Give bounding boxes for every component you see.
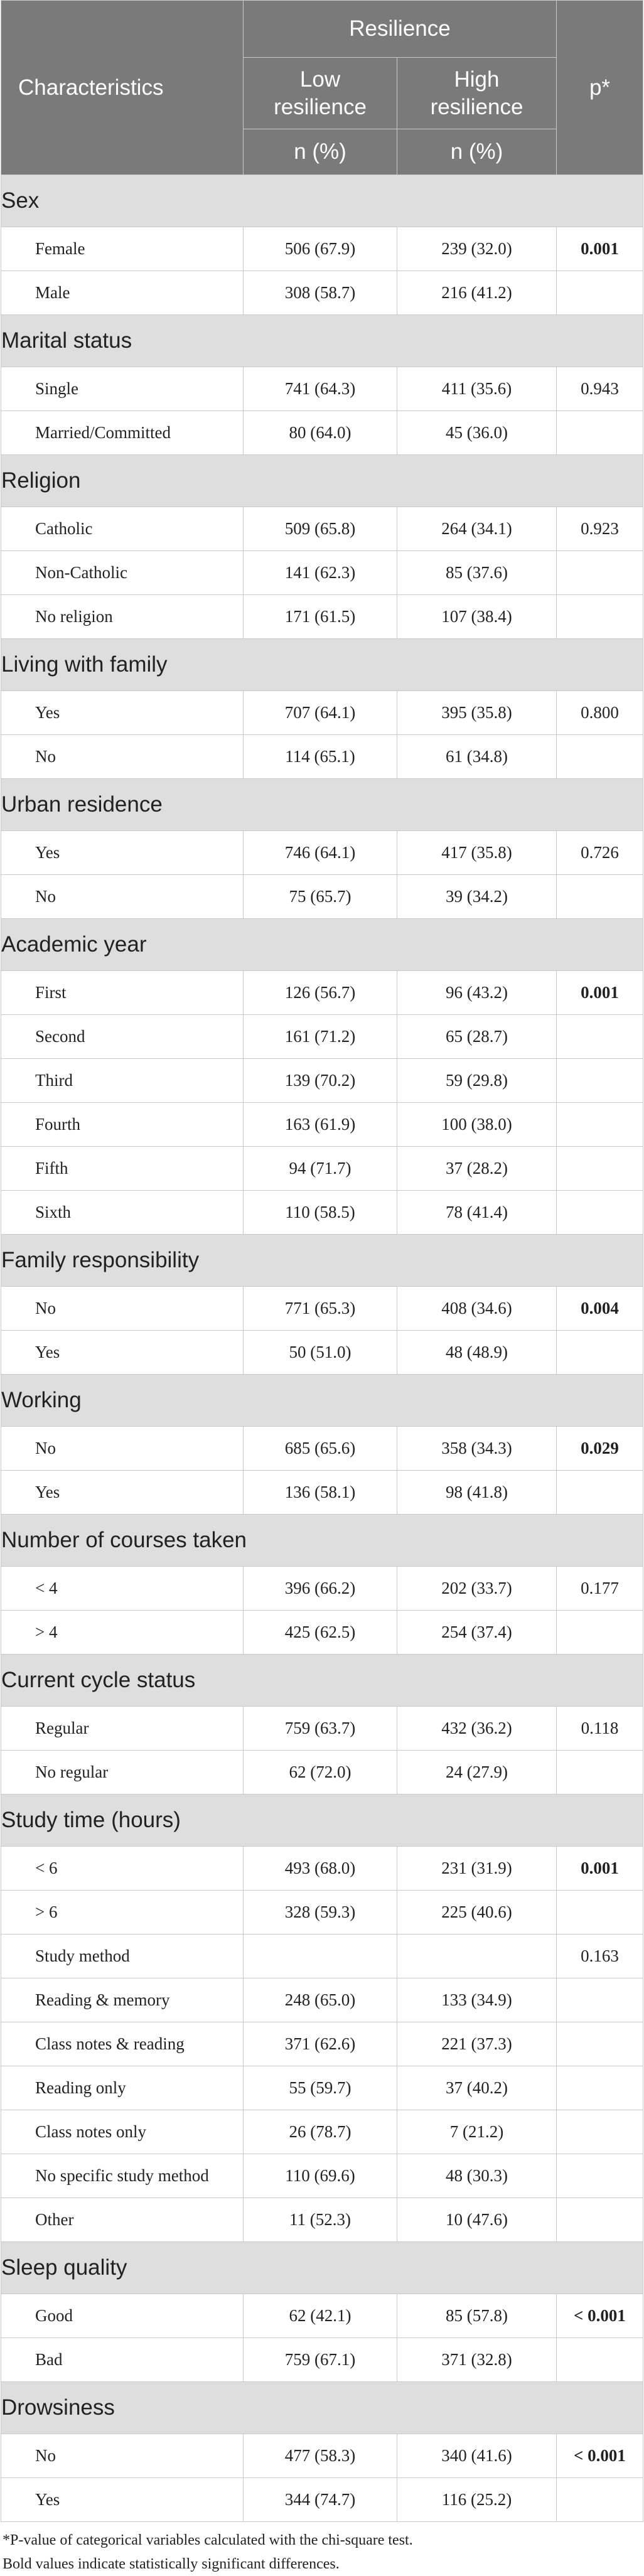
high-resilience-cell: 37 (40.2) [397, 2066, 557, 2110]
table-row [1, 1567, 643, 1611]
high-resilience-header [397, 58, 557, 129]
section-row [1, 1375, 643, 1427]
section-row [1, 1795, 643, 1847]
low-resilience-cell: 506 (67.9) [244, 227, 397, 271]
p-value-cell [557, 411, 643, 455]
p-value-header: p* [557, 1, 643, 175]
table-body [1, 175, 643, 2522]
low-resilience-cell: 55 (59.7) [244, 2066, 397, 2110]
p-value-cell [557, 1103, 643, 1147]
row-label: Fifth [1, 1147, 244, 1191]
high-resilience-cell: 85 (37.6) [397, 551, 557, 595]
low-resilience-cell: 477 (58.3) [244, 2434, 397, 2478]
section-row [1, 455, 643, 507]
row-label: Other [1, 2198, 244, 2242]
p-value-cell [557, 2154, 643, 2198]
table-row [1, 1978, 643, 2022]
high-resilience-cell: 98 (41.8) [397, 1471, 557, 1515]
table-row [1, 1707, 643, 1751]
p-value-cell [557, 1978, 643, 2022]
table-row [1, 2434, 643, 2478]
row-label: Female [1, 227, 244, 271]
low-resilience-cell: 126 (56.7) [244, 971, 397, 1015]
p-value-cell [557, 1611, 643, 1655]
high-resilience-cell: 239 (32.0) [397, 227, 557, 271]
row-label: Yes [1, 2478, 244, 2522]
row-label: Sixth [1, 1191, 244, 1235]
table-row [1, 2478, 643, 2522]
resilience-header: Resilience [244, 1, 557, 58]
high-resilience-cell: 417 (35.8) [397, 831, 557, 875]
high-resilience-cell: 371 (32.8) [397, 2338, 557, 2382]
resilience-table [1, 0, 643, 2522]
p-value-cell [557, 1059, 643, 1103]
p-value-cell [557, 875, 643, 919]
high-resilience-cell [397, 1935, 557, 1978]
high-resilience-cell: 133 (34.9) [397, 1978, 557, 2022]
p-value-cell [557, 271, 643, 315]
low-resilience-cell: 685 (65.6) [244, 1427, 397, 1471]
high-resilience-cell: 408 (34.6) [397, 1287, 557, 1331]
high-resilience-cell: 24 (27.9) [397, 1751, 557, 1795]
high-resilience-cell: 116 (25.2) [397, 2478, 557, 2522]
low-resilience-cell: 425 (62.5) [244, 1611, 397, 1655]
low-unit-header: n (%) [244, 129, 397, 175]
low-resilience-cell: 136 (58.1) [244, 1471, 397, 1515]
p-value-cell [557, 1191, 643, 1235]
table-row [1, 1059, 643, 1103]
high-resilience-cell: 221 (37.3) [397, 2022, 557, 2066]
row-label: Reading only [1, 2066, 244, 2110]
table-row [1, 1427, 643, 1471]
section-row [1, 1655, 643, 1707]
table-row [1, 735, 643, 779]
p-value-cell [557, 1331, 643, 1375]
low-resilience-cell: 371 (62.6) [244, 2022, 397, 2066]
row-label: Yes [1, 691, 244, 735]
low-resilience-line1: Low [299, 67, 341, 92]
high-resilience-cell: 395 (35.8) [397, 691, 557, 735]
table-row [1, 1935, 643, 1978]
p-value-cell: < 0.001 [557, 2294, 643, 2338]
table-row [1, 691, 643, 735]
p-value-cell: 0.004 [557, 1287, 643, 1331]
table-row [1, 1331, 643, 1375]
table-row [1, 367, 643, 411]
p-value-cell: 0.001 [557, 227, 643, 271]
table-row [1, 1847, 643, 1891]
p-value-cell: 0.726 [557, 831, 643, 875]
high-resilience-cell: 264 (34.1) [397, 507, 557, 551]
p-value-cell [557, 2110, 643, 2154]
table-row [1, 1891, 643, 1935]
table-row [1, 271, 643, 315]
row-label: Yes [1, 1471, 244, 1515]
section-title: Sex [1, 175, 643, 227]
low-resilience-cell: 11 (52.3) [244, 2198, 397, 2242]
low-resilience-cell: 62 (72.0) [244, 1751, 397, 1795]
low-resilience-cell: 26 (78.7) [244, 2110, 397, 2154]
high-resilience-cell: 39 (34.2) [397, 875, 557, 919]
table-row [1, 2338, 643, 2382]
table-row [1, 1287, 643, 1331]
p-value-cell [557, 2478, 643, 2522]
section-title: Number of courses taken [1, 1515, 643, 1567]
row-label: Yes [1, 1331, 244, 1375]
row-label: Regular [1, 1707, 244, 1751]
low-resilience-cell: 759 (63.7) [244, 1707, 397, 1751]
row-label: No [1, 1427, 244, 1471]
low-resilience-cell: 62 (42.1) [244, 2294, 397, 2338]
p-value-cell [557, 1471, 643, 1515]
p-value-cell [557, 1147, 643, 1191]
footnotes [0, 2528, 644, 2576]
table-row [1, 1611, 643, 1655]
row-label: Class notes only [1, 2110, 244, 2154]
high-resilience-cell: 202 (33.7) [397, 1567, 557, 1611]
p-value-cell: 0.800 [557, 691, 643, 735]
table-row [1, 1191, 643, 1235]
high-resilience-cell: 45 (36.0) [397, 411, 557, 455]
low-resilience-cell: 110 (58.5) [244, 1191, 397, 1235]
row-label: Non-Catholic [1, 551, 244, 595]
low-resilience-cell: 110 (69.6) [244, 2154, 397, 2198]
p-value-cell [557, 2066, 643, 2110]
section-row [1, 2382, 643, 2434]
p-value-cell [557, 735, 643, 779]
row-label: < 6 [1, 1847, 244, 1891]
table-row [1, 2066, 643, 2110]
low-resilience-cell: 759 (67.1) [244, 2338, 397, 2382]
characteristics-header: Characteristics [1, 1, 244, 175]
footnote-chi-square: *P-value of categorical variables calculated with the chi-square test. [3, 2532, 413, 2548]
table-row [1, 1751, 643, 1795]
p-value-cell: 0.943 [557, 367, 643, 411]
row-label: Third [1, 1059, 244, 1103]
row-label: No specific study method [1, 2154, 244, 2198]
p-value-cell: 0.163 [557, 1935, 643, 1978]
low-resilience-cell: 741 (64.3) [244, 367, 397, 411]
p-value-cell: < 0.001 [557, 2434, 643, 2478]
section-title: Current cycle status [1, 1655, 643, 1707]
row-label: No [1, 2434, 244, 2478]
low-resilience-cell: 171 (61.5) [244, 595, 397, 639]
high-resilience-cell: 65 (28.7) [397, 1015, 557, 1059]
p-value-cell [557, 1015, 643, 1059]
high-resilience-cell: 10 (47.6) [397, 2198, 557, 2242]
p-value-cell: 0.118 [557, 1707, 643, 1751]
high-resilience-cell: 96 (43.2) [397, 971, 557, 1015]
table-row [1, 227, 643, 271]
row-label: Male [1, 271, 244, 315]
high-resilience-cell: 48 (30.3) [397, 2154, 557, 2198]
high-resilience-cell: 37 (28.2) [397, 1147, 557, 1191]
p-value-cell: 0.177 [557, 1567, 643, 1611]
high-resilience-cell: 85 (57.8) [397, 2294, 557, 2338]
section-title: Living with family [1, 639, 643, 691]
row-label: First [1, 971, 244, 1015]
low-resilience-cell: 308 (58.7) [244, 271, 397, 315]
section-title: Working [1, 1375, 643, 1427]
row-label: No [1, 1287, 244, 1331]
section-row [1, 919, 643, 971]
row-label: Second [1, 1015, 244, 1059]
table-row [1, 1103, 643, 1147]
low-resilience-cell: 344 (74.7) [244, 2478, 397, 2522]
high-resilience-cell: 432 (36.2) [397, 1707, 557, 1751]
low-resilience-cell: 139 (70.2) [244, 1059, 397, 1103]
low-resilience-cell: 746 (64.1) [244, 831, 397, 875]
high-resilience-cell: 340 (41.6) [397, 2434, 557, 2478]
row-label: > 4 [1, 1611, 244, 1655]
section-row [1, 1515, 643, 1567]
section-title: Family responsibility [1, 1235, 643, 1287]
high-resilience-cell: 231 (31.9) [397, 1847, 557, 1891]
section-row [1, 779, 643, 831]
section-title: Academic year [1, 919, 643, 971]
row-label: Good [1, 2294, 244, 2338]
high-resilience-line1: High [454, 67, 500, 92]
high-resilience-cell: 100 (38.0) [397, 1103, 557, 1147]
low-resilience-cell: 248 (65.0) [244, 1978, 397, 2022]
low-resilience-cell [244, 1935, 397, 1978]
low-resilience-line2: resilience [274, 94, 367, 119]
table-row [1, 2154, 643, 2198]
table-row [1, 551, 643, 595]
section-row [1, 639, 643, 691]
low-resilience-cell: 509 (65.8) [244, 507, 397, 551]
p-value-cell: 0.001 [557, 1847, 643, 1891]
low-resilience-cell: 75 (65.7) [244, 875, 397, 919]
low-resilience-cell: 161 (71.2) [244, 1015, 397, 1059]
row-label: < 4 [1, 1567, 244, 1611]
p-value-cell: 0.001 [557, 971, 643, 1015]
table-row [1, 831, 643, 875]
low-resilience-cell: 163 (61.9) [244, 1103, 397, 1147]
p-value-cell [557, 2022, 643, 2066]
high-resilience-cell: 225 (40.6) [397, 1891, 557, 1935]
section-row [1, 175, 643, 227]
p-value-cell [557, 595, 643, 639]
section-title: Study time (hours) [1, 1795, 643, 1847]
high-resilience-line2: resilience [430, 94, 523, 119]
table-row [1, 875, 643, 919]
footnote-bold: Bold values indicate statistically significant differences. [3, 2556, 340, 2572]
p-value-cell [557, 2338, 643, 2382]
low-resilience-cell: 771 (65.3) [244, 1287, 397, 1331]
high-resilience-cell: 254 (37.4) [397, 1611, 557, 1655]
row-label: No regular [1, 1751, 244, 1795]
low-resilience-header [244, 58, 397, 129]
high-resilience-cell: 61 (34.8) [397, 735, 557, 779]
section-row [1, 1235, 643, 1287]
row-label: No religion [1, 595, 244, 639]
high-resilience-cell: 59 (29.8) [397, 1059, 557, 1103]
table-row [1, 2294, 643, 2338]
row-label: No [1, 735, 244, 779]
high-resilience-cell: 216 (41.2) [397, 271, 557, 315]
low-resilience-cell: 396 (66.2) [244, 1567, 397, 1611]
low-resilience-cell: 141 (62.3) [244, 551, 397, 595]
p-value-cell [557, 1751, 643, 1795]
high-resilience-cell: 78 (41.4) [397, 1191, 557, 1235]
section-row [1, 2242, 643, 2294]
table-row [1, 971, 643, 1015]
low-resilience-cell: 493 (68.0) [244, 1847, 397, 1891]
row-label: Married/Committed [1, 411, 244, 455]
row-label: Yes [1, 831, 244, 875]
low-resilience-cell: 707 (64.1) [244, 691, 397, 735]
section-row [1, 315, 643, 367]
section-title: Sleep quality [1, 2242, 643, 2294]
table-row [1, 507, 643, 551]
high-resilience-cell: 358 (34.3) [397, 1427, 557, 1471]
high-resilience-cell: 411 (35.6) [397, 367, 557, 411]
low-resilience-cell: 80 (64.0) [244, 411, 397, 455]
p-value-cell [557, 1891, 643, 1935]
row-label: Reading & memory [1, 1978, 244, 2022]
row-label: Fourth [1, 1103, 244, 1147]
table-row [1, 411, 643, 455]
row-label: Single [1, 367, 244, 411]
row-label: > 6 [1, 1891, 244, 1935]
row-label: Class notes & reading [1, 2022, 244, 2066]
section-title: Urban residence [1, 779, 643, 831]
high-resilience-cell: 7 (21.2) [397, 2110, 557, 2154]
section-title: Drowsiness [1, 2382, 643, 2434]
table-row [1, 1147, 643, 1191]
table-row [1, 595, 643, 639]
p-value-cell: 0.923 [557, 507, 643, 551]
section-title: Religion [1, 455, 643, 507]
section-title: Marital status [1, 315, 643, 367]
table-header [1, 1, 643, 175]
table-row [1, 2022, 643, 2066]
table-row [1, 2110, 643, 2154]
table-row [1, 1015, 643, 1059]
row-label: Catholic [1, 507, 244, 551]
low-resilience-cell: 50 (51.0) [244, 1331, 397, 1375]
table-row [1, 1471, 643, 1515]
low-resilience-cell: 328 (59.3) [244, 1891, 397, 1935]
high-resilience-cell: 48 (48.9) [397, 1331, 557, 1375]
table-row [1, 2198, 643, 2242]
row-label: No [1, 875, 244, 919]
p-value-cell: 0.029 [557, 1427, 643, 1471]
row-label: Bad [1, 2338, 244, 2382]
row-label: Study method [1, 1935, 244, 1978]
high-unit-header: n (%) [397, 129, 557, 175]
high-resilience-cell: 107 (38.4) [397, 595, 557, 639]
p-value-cell [557, 2198, 643, 2242]
p-value-cell [557, 551, 643, 595]
low-resilience-cell: 114 (65.1) [244, 735, 397, 779]
low-resilience-cell: 94 (71.7) [244, 1147, 397, 1191]
